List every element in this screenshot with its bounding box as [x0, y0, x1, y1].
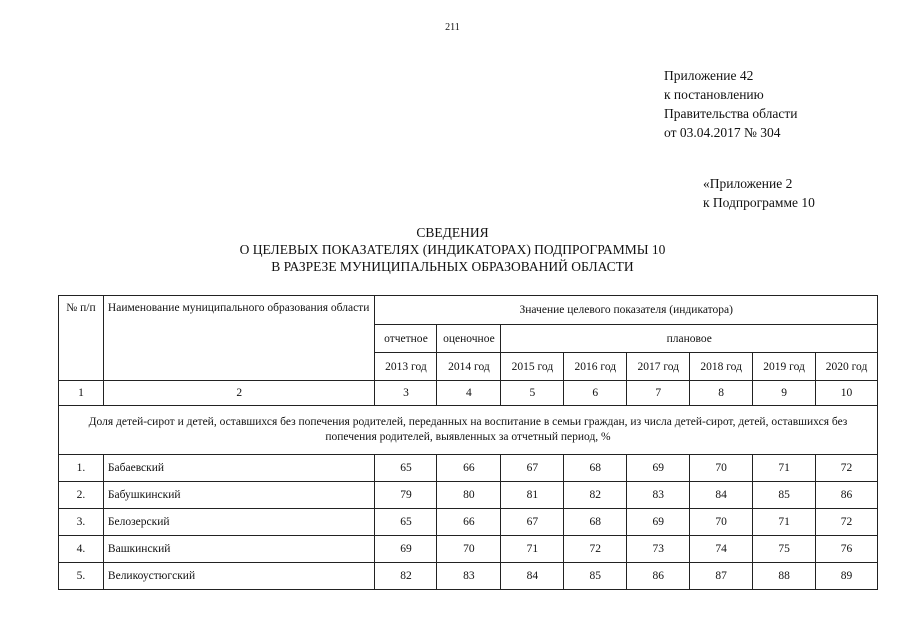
indicator-value: 83 — [437, 563, 501, 590]
header-year: 2019 год — [753, 353, 816, 381]
indicator-value: 67 — [501, 509, 564, 536]
indicator-value: 66 — [437, 509, 501, 536]
header-planned: плановое — [501, 325, 878, 353]
indicator-value: 67 — [501, 455, 564, 482]
header-year: 2018 год — [690, 353, 753, 381]
subprogram-appendix-reference — [703, 174, 815, 212]
column-number: 6 — [564, 381, 627, 406]
indicator-value: 72 — [816, 509, 878, 536]
table-row — [59, 536, 878, 563]
header-year: 2020 год — [816, 353, 878, 381]
indicator-value: 80 — [437, 482, 501, 509]
header-value-group: Значение целевого показателя (индикатора) — [375, 296, 878, 325]
indicator-value: 86 — [816, 482, 878, 509]
document-title — [0, 224, 905, 275]
indicator-value: 85 — [564, 563, 627, 590]
row-number: 5. — [59, 563, 104, 590]
column-numbers-row — [59, 381, 878, 406]
municipality-name: Белозерский — [103, 509, 375, 536]
indicator-value: 88 — [753, 563, 816, 590]
header-year: 2013 год — [375, 353, 437, 381]
appendix-line: Правительства области — [664, 106, 798, 121]
column-number: 7 — [627, 381, 690, 406]
indicator-value: 73 — [627, 536, 690, 563]
title-line: О ЦЕЛЕВЫХ ПОКАЗАТЕЛЯХ (ИНДИКАТОРАХ) ПОДПРОГРАММЫ 10 — [239, 242, 666, 257]
section-title: Доля детей-сирот и детей, оставшихся без попечения родителей, переданных на воспитание в семьи граждан, из числа детей-сирот, детей, оставшихся без попечения родителей, выявленных за отчетный период, % — [59, 406, 878, 455]
table-row — [59, 509, 878, 536]
column-number: 8 — [690, 381, 753, 406]
indicator-value: 83 — [627, 482, 690, 509]
indicator-value: 87 — [690, 563, 753, 590]
indicator-value: 74 — [690, 536, 753, 563]
indicator-value: 89 — [816, 563, 878, 590]
header-row — [59, 296, 878, 325]
header-year: 2015 год — [501, 353, 564, 381]
row-number: 1. — [59, 455, 104, 482]
column-number: 3 — [375, 381, 437, 406]
indicator-value: 82 — [564, 482, 627, 509]
appendix2-line: «Приложение 2 — [703, 176, 793, 191]
municipality-name: Великоустюгский — [103, 563, 375, 590]
title-line: СВЕДЕНИЯ — [416, 225, 489, 240]
indicator-value: 70 — [690, 455, 753, 482]
municipality-name: Бабушкинский — [103, 482, 375, 509]
column-number: 10 — [816, 381, 878, 406]
column-number: 1 — [59, 381, 104, 406]
column-number: 5 — [501, 381, 564, 406]
indicators-table — [58, 295, 878, 590]
header-year: 2016 год — [564, 353, 627, 381]
indicator-value: 65 — [375, 509, 437, 536]
indicator-value: 68 — [564, 509, 627, 536]
header-estimated: оценочное — [437, 325, 501, 353]
header-year: 2014 год — [437, 353, 501, 381]
indicator-value: 86 — [627, 563, 690, 590]
table-row — [59, 563, 878, 590]
appendix-reference — [664, 66, 797, 142]
indicator-value: 71 — [501, 536, 564, 563]
appendix-line: к постановлению — [664, 87, 764, 102]
appendix-line: от 03.04.2017 № 304 — [664, 125, 781, 140]
indicator-value: 84 — [690, 482, 753, 509]
indicator-value: 66 — [437, 455, 501, 482]
municipality-name: Вашкинский — [103, 536, 375, 563]
data-rows — [59, 455, 878, 590]
row-number: 3. — [59, 509, 104, 536]
appendix-line: Приложение 42 — [664, 68, 754, 83]
indicator-value: 71 — [753, 509, 816, 536]
column-number: 4 — [437, 381, 501, 406]
indicator-value: 70 — [690, 509, 753, 536]
indicator-value: 69 — [627, 509, 690, 536]
indicator-value: 85 — [753, 482, 816, 509]
header-no: № п/п — [59, 296, 104, 381]
indicator-value: 72 — [564, 536, 627, 563]
indicator-value: 69 — [375, 536, 437, 563]
indicator-value: 75 — [753, 536, 816, 563]
indicator-value: 76 — [816, 536, 878, 563]
indicator-value: 70 — [437, 536, 501, 563]
section-row — [59, 406, 878, 455]
page-number: 211 — [445, 22, 460, 33]
appendix2-line: к Подпрограмме 10 — [703, 195, 815, 210]
municipality-name: Бабаевский — [103, 455, 375, 482]
table-row — [59, 482, 878, 509]
header-reported: отчетное — [375, 325, 437, 353]
column-number: 2 — [103, 381, 375, 406]
indicator-value: 79 — [375, 482, 437, 509]
indicator-value: 82 — [375, 563, 437, 590]
indicator-value: 84 — [501, 563, 564, 590]
row-number: 4. — [59, 536, 104, 563]
indicator-value: 65 — [375, 455, 437, 482]
header-year: 2017 год — [627, 353, 690, 381]
indicator-value: 71 — [753, 455, 816, 482]
header-name: Наименование муниципального образования области — [103, 296, 375, 381]
title-line: В РАЗРЕЗЕ МУНИЦИПАЛЬНЫХ ОБРАЗОВАНИЙ ОБЛАСТИ — [271, 259, 634, 274]
indicator-value: 81 — [501, 482, 564, 509]
row-number: 2. — [59, 482, 104, 509]
indicator-value: 72 — [816, 455, 878, 482]
indicator-value: 69 — [627, 455, 690, 482]
table-row — [59, 455, 878, 482]
indicator-value: 68 — [564, 455, 627, 482]
column-number: 9 — [753, 381, 816, 406]
